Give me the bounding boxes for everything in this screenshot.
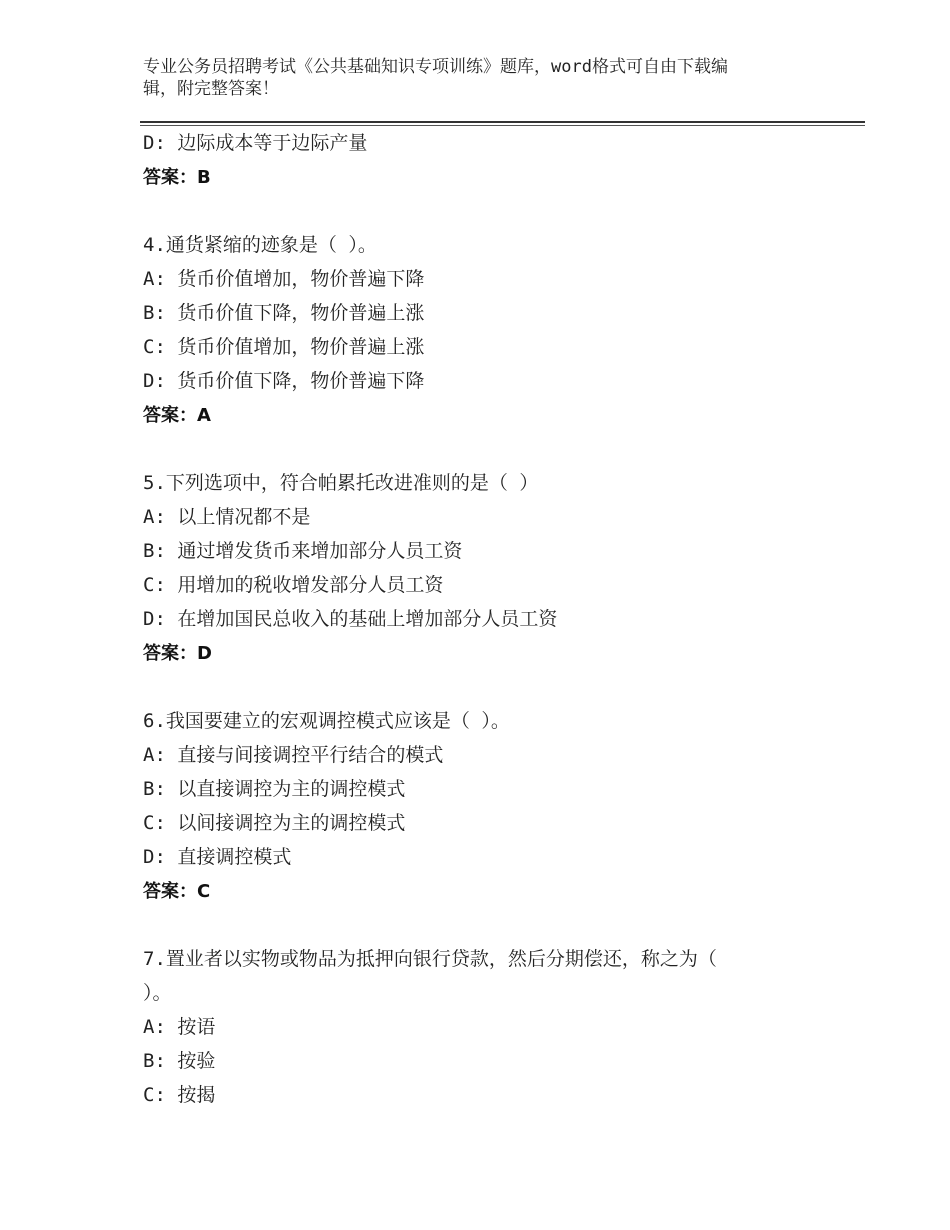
q6-answer: [143, 874, 823, 908]
spacer: [143, 194, 823, 228]
q7-option-b: B: 按验: [143, 1050, 216, 1072]
question-content: [143, 126, 823, 1112]
q7-option-c: C: 按揭: [143, 1084, 216, 1106]
spacer: [143, 908, 823, 942]
header-divider: [140, 121, 865, 123]
q4-answer: [143, 398, 823, 432]
q5-option-d: D: 在增加国民总收入的基础上增加部分人员工资: [143, 608, 558, 630]
q6-option-d: D: 直接调控模式: [143, 846, 292, 868]
answer-label: 答案：: [143, 167, 197, 188]
answer-value: B: [197, 167, 211, 188]
q3-answer: [143, 160, 823, 194]
q4-option-d: D: 货币价值下降，物价普遍下降: [143, 370, 425, 392]
q5-option-c: C: 用增加的税收增发部分人员工资: [143, 574, 444, 596]
document-header: [143, 56, 793, 100]
q4-option-b: B: 货币价值下降，物价普遍上涨: [143, 302, 425, 324]
q5-answer: [143, 636, 823, 670]
q4-option-c: C: 货币价值增加，物价普遍上涨: [143, 336, 425, 358]
header-line-2: 辑，附完整答案！: [143, 79, 279, 99]
q6-option-a: A: 直接与间接调控平行结合的模式: [143, 744, 444, 766]
spacer: [143, 432, 823, 466]
q5-stem: 5.下列选项中，符合帕累托改进准则的是（ ）: [143, 472, 539, 494]
spacer: [143, 670, 823, 704]
q5-option-b: B: 通过增发货币来增加部分人员工资: [143, 540, 463, 562]
answer-value: D: [197, 643, 212, 664]
q4-stem: 4.通货紧缩的迹象是（ ）。: [143, 234, 377, 256]
q4-option-a: A: 货币价值增加，物价普遍下降: [143, 268, 425, 290]
q6-option-c: C: 以间接调控为主的调控模式: [143, 812, 406, 834]
answer-value: C: [197, 881, 211, 902]
answer-value: A: [197, 405, 211, 426]
q7-stem-line-1: 7.置业者以实物或物品为抵押向银行贷款，然后分期偿还，称之为（: [143, 948, 717, 970]
q5-option-a: A: 以上情况都不是: [143, 506, 311, 528]
answer-label: 答案：: [143, 643, 197, 664]
q6-stem: 6.我国要建立的宏观调控模式应该是（ ）。: [143, 710, 510, 732]
answer-label: 答案：: [143, 881, 197, 902]
q7-stem-line-2: ）。: [143, 982, 172, 1004]
q3-option-d: D: 边际成本等于边际产量: [143, 132, 368, 154]
header-line-1: 专业公务员招聘考试《公共基础知识专项训练》题库，word格式可自由下载编: [143, 57, 728, 77]
q6-option-b: B: 以直接调控为主的调控模式: [143, 778, 406, 800]
q7-option-a: A: 按语: [143, 1016, 216, 1038]
answer-label: 答案：: [143, 405, 197, 426]
